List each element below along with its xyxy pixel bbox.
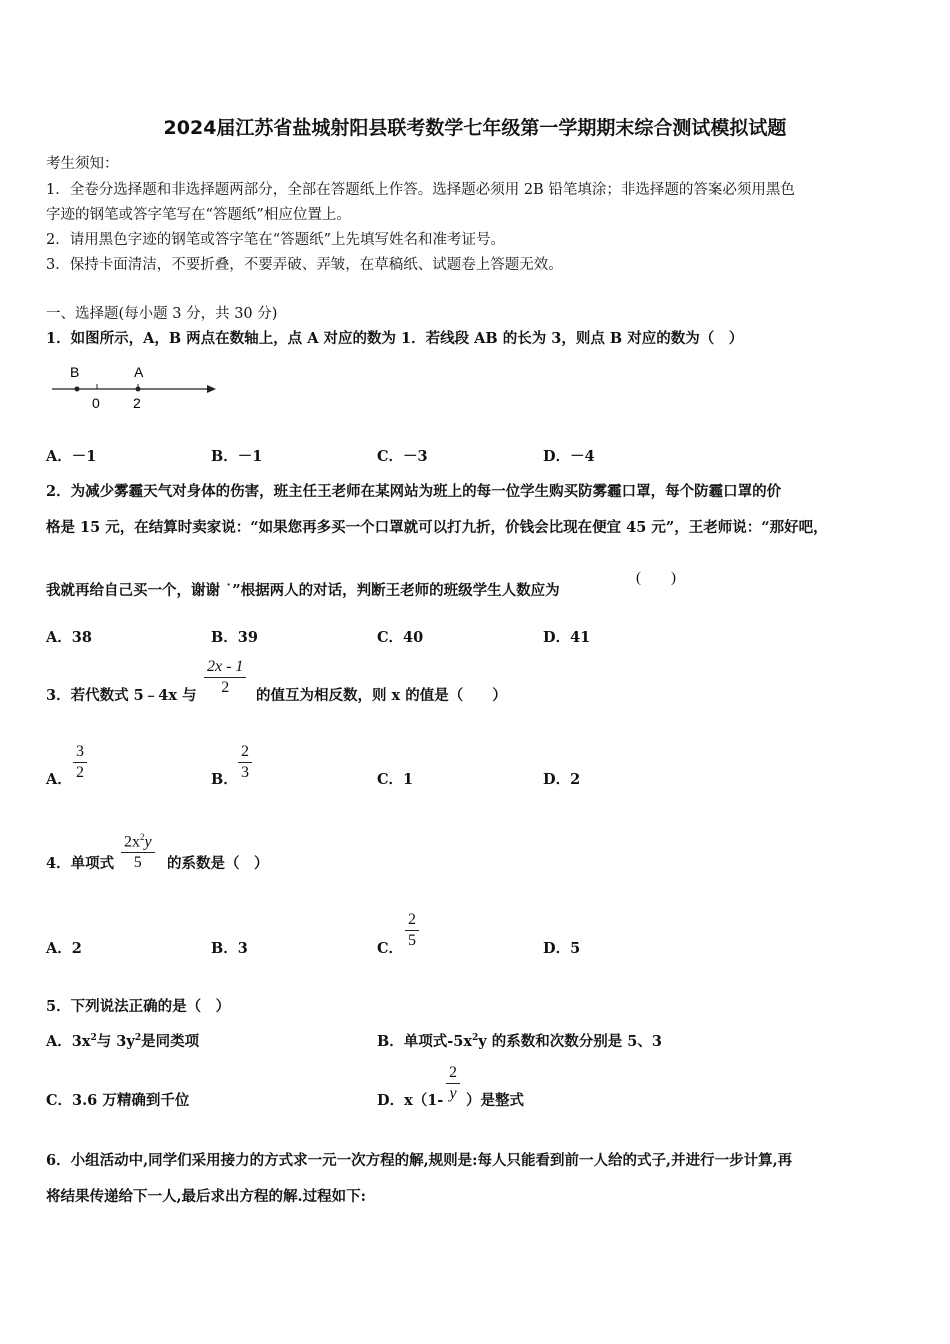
question-2-line-2: 格是 15 元，在结算时卖家说：“如果您再多买一个口罩就可以打九折，价钱会比现在便宜 45 元”，王老师说：“那好吧， xyxy=(46,519,828,536)
q5-option-c[interactable]: C．3.6 万精确到千位 xyxy=(46,1092,190,1109)
q4-option-c-label[interactable]: C． xyxy=(377,940,404,957)
tick-label-0: 0 xyxy=(92,395,100,411)
q5-a-part2: 与 3y xyxy=(96,1033,135,1050)
q4-option-b[interactable]: B．3 xyxy=(211,940,248,957)
answer-paren: ( ) xyxy=(636,570,676,586)
q3-option-c[interactable]: C．1 xyxy=(377,771,414,788)
notice-line-3: 3．保持卡面清洁，不要折叠，不要弄破、弄皱，在草稿纸、试题卷上答题无效。 xyxy=(46,257,563,273)
q3-option-b-label[interactable]: B． xyxy=(211,771,238,788)
question-3-suffix: 的值互为相反数，则 x 的值是（ ） xyxy=(256,687,507,704)
question-3-prefix: 3．若代数式 5﹣4x 与 xyxy=(46,687,197,704)
q4-c-den: 5 xyxy=(405,930,419,951)
q5-a-sup1: 2 xyxy=(90,1033,97,1044)
q4-num-a: 2x xyxy=(124,833,140,851)
q4-c-num: 2 xyxy=(408,911,416,928)
q3-frac-denominator: 2 xyxy=(204,677,246,698)
q5-d-num: 2 xyxy=(449,1064,457,1081)
q5-b-part2: y 的系数和次数分别是 5、3 xyxy=(478,1033,662,1050)
q5-option-b[interactable] xyxy=(377,1030,662,1051)
q3-frac-numerator: 2x - 1 xyxy=(207,658,244,675)
q3-b-den: 3 xyxy=(238,762,252,783)
question-5-text: 5．下列说法正确的是（ ） xyxy=(46,998,231,1015)
point-b-dot xyxy=(75,387,80,392)
arrow-head-icon xyxy=(207,385,216,393)
q2-option-a[interactable]: A．38 xyxy=(46,629,92,646)
number-line-figure xyxy=(46,360,226,415)
q4-option-c-fraction xyxy=(405,910,419,951)
q3-a-num: 3 xyxy=(76,743,84,760)
question-2-line-1: 2．为减少雾霾天气对身体的伤害，班主任王老师在某网站为班上的每一位学生购买防雾霾口罩，每个防霾口罩的价 xyxy=(46,483,782,500)
q5-option-d-fraction xyxy=(446,1063,460,1104)
q5-d-den: y xyxy=(446,1083,460,1104)
q3-option-b-fraction xyxy=(238,742,252,783)
q4-num-b: y xyxy=(144,833,152,851)
page-title: 2024届江苏省盐城射阳县联考数学七年级第一学期期末综合测试模拟试题 xyxy=(163,117,787,139)
q2-option-c[interactable]: C．40 xyxy=(377,629,424,646)
q4-option-a[interactable]: A．2 xyxy=(46,940,82,957)
q3-option-a-label[interactable]: A． xyxy=(46,771,72,788)
q5-a-part1: A．3x xyxy=(46,1033,91,1050)
q3-option-d[interactable]: D．2 xyxy=(543,771,581,788)
q4-option-d[interactable]: D．5 xyxy=(543,940,581,957)
q3-fraction xyxy=(204,657,246,698)
q5-b-part1: B．单项式-5x xyxy=(377,1033,473,1050)
q3-b-num: 2 xyxy=(241,743,249,760)
q1-option-c[interactable]: C．－3 xyxy=(377,448,428,465)
notice-heading: 考生须知： xyxy=(46,156,119,172)
q2-option-d[interactable]: D．41 xyxy=(543,629,591,646)
question-4-prefix: 4．单项式 xyxy=(46,855,115,872)
q3-option-a-fraction xyxy=(73,742,87,783)
notice-line-1b: 字迹的钢笔或答字笔写在“答题纸”相应位置上。 xyxy=(46,207,351,223)
question-4-suffix: 的系数是（ ） xyxy=(167,855,269,872)
q1-option-d[interactable]: D．－4 xyxy=(543,448,595,465)
q4-num-sup: 2 xyxy=(140,832,145,842)
q1-option-b[interactable]: B．－1 xyxy=(211,448,263,465)
q5-a-part3: 是同类项 xyxy=(141,1033,200,1050)
q5-option-d-part2: ）是整式 xyxy=(466,1092,524,1109)
q5-option-d-part1[interactable]: D．x（1- xyxy=(377,1092,444,1109)
question-6-line-1: 6．小组活动中,同学们采用接力的方式求一元一次方程的解,规则是:每人只能看到前一人给的式子,并进行一步计算,再 xyxy=(46,1152,793,1169)
q4-frac-den: 5 xyxy=(121,852,155,873)
notice-line-2: 2．请用黑色字迹的钢笔或答字笔在“答题纸”上先填写姓名和准考证号。 xyxy=(46,232,506,248)
q2-option-b[interactable]: B．39 xyxy=(211,629,258,646)
section-heading: 一、选择题(每小题 3 分，共 30 分) xyxy=(46,306,278,322)
label-b: B xyxy=(70,364,80,380)
tick-label-2: 2 xyxy=(133,395,141,411)
q4-fraction xyxy=(121,827,155,873)
notice-line-1a: 1．全卷分选择题和非选择题两部分，全部在答题纸上作答。选择题必须用 2B 铅笔填涂；非选择题的答案必须用黑色 xyxy=(46,182,795,198)
q5-b-sup: 2 xyxy=(472,1033,479,1044)
question-2-line-3: 我就再给自己买一个，谢谢 ˙”根据两人的对话，判断王老师的班级学生人数应为 xyxy=(46,582,560,599)
q3-a-den: 2 xyxy=(73,762,87,783)
question-1-text: 1．如图所示，A，B 两点在数轴上，点 A 对应的数为 1．若线段 AB 的长为 3，则点 B 对应的数为（ ） xyxy=(46,330,744,347)
label-a: A xyxy=(134,364,144,380)
q1-option-a[interactable]: A．－1 xyxy=(46,448,97,465)
q5-a-sup2: 2 xyxy=(134,1033,142,1044)
q5-option-a[interactable] xyxy=(46,1030,199,1051)
question-6-line-2: 将结果传递给下一人,最后求出方程的解.过程如下: xyxy=(46,1188,366,1205)
